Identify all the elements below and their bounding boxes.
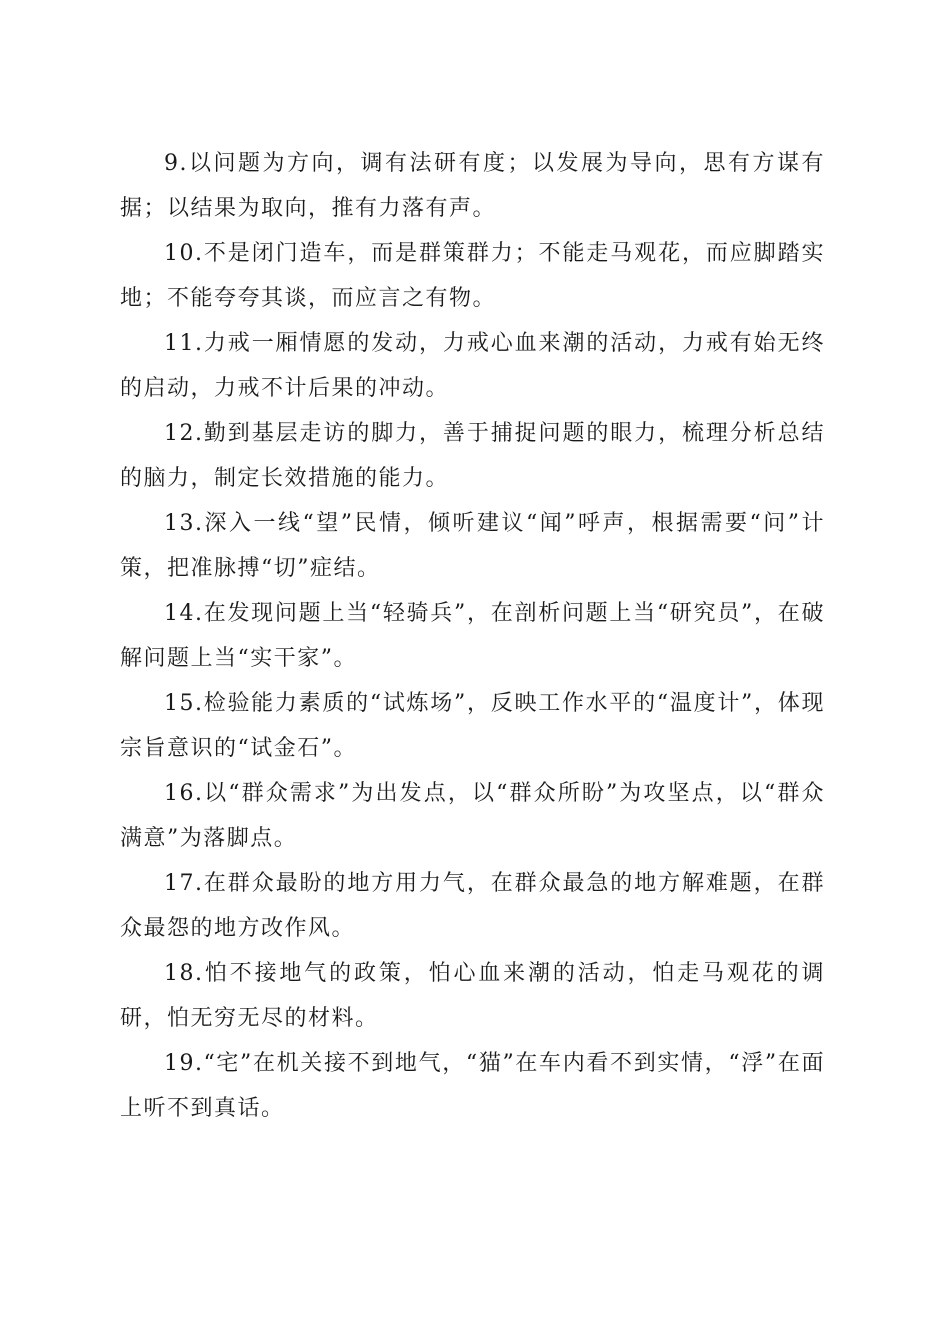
paragraph-17: 17.在群众最盼的地方用力气，在群众最急的地方解难题，在群众最怨的地方改作风。: [120, 871, 825, 941]
paragraph-15: 15.检验能力素质的“试炼场”，反映工作水平的“温度计”，体现宗旨意识的“试金石”。: [120, 691, 825, 761]
paragraph-13: 13.深入一线“望”民情，倾听建议“闻”呼声，根据需要“问”计策，把准脉搏“切”症结。: [120, 511, 825, 581]
paragraph-16: 16.以“群众需求”为出发点，以“群众所盼”为攻坚点，以“群众满意”为落脚点。: [120, 781, 825, 851]
paragraph-12: 12.勤到基层走访的脚力，善于捕捉问题的眼力，梳理分析总结的脑力，制定长效措施的能力。: [120, 421, 825, 491]
paragraph-11: 11.力戒一厢情愿的发动，力戒心血来潮的活动，力戒有始无终的启动，力戒不计后果的冲动。: [120, 331, 825, 401]
document-body: [120, 141, 825, 1131]
paragraph-10: 10.不是闭门造车，而是群策群力；不能走马观花，而应脚踏实地；不能夸夸其谈，而应言之有物。: [120, 241, 825, 311]
paragraph-14: 14.在发现问题上当“轻骑兵”，在剖析问题上当“研究员”，在破解问题上当“实干家”。: [120, 601, 825, 671]
paragraph-9: 9.以问题为方向，调有法研有度；以发展为导向，思有方谋有据；以结果为取向，推有力落有声。: [120, 151, 825, 221]
paragraph-18: 18.怕不接地气的政策，怕心血来潮的活动，怕走马观花的调研，怕无穷无尽的材料。: [120, 961, 825, 1031]
paragraph-19: 19.“宅”在机关接不到地气，“猫”在车内看不到实情，“浮”在面上听不到真话。: [120, 1051, 825, 1121]
